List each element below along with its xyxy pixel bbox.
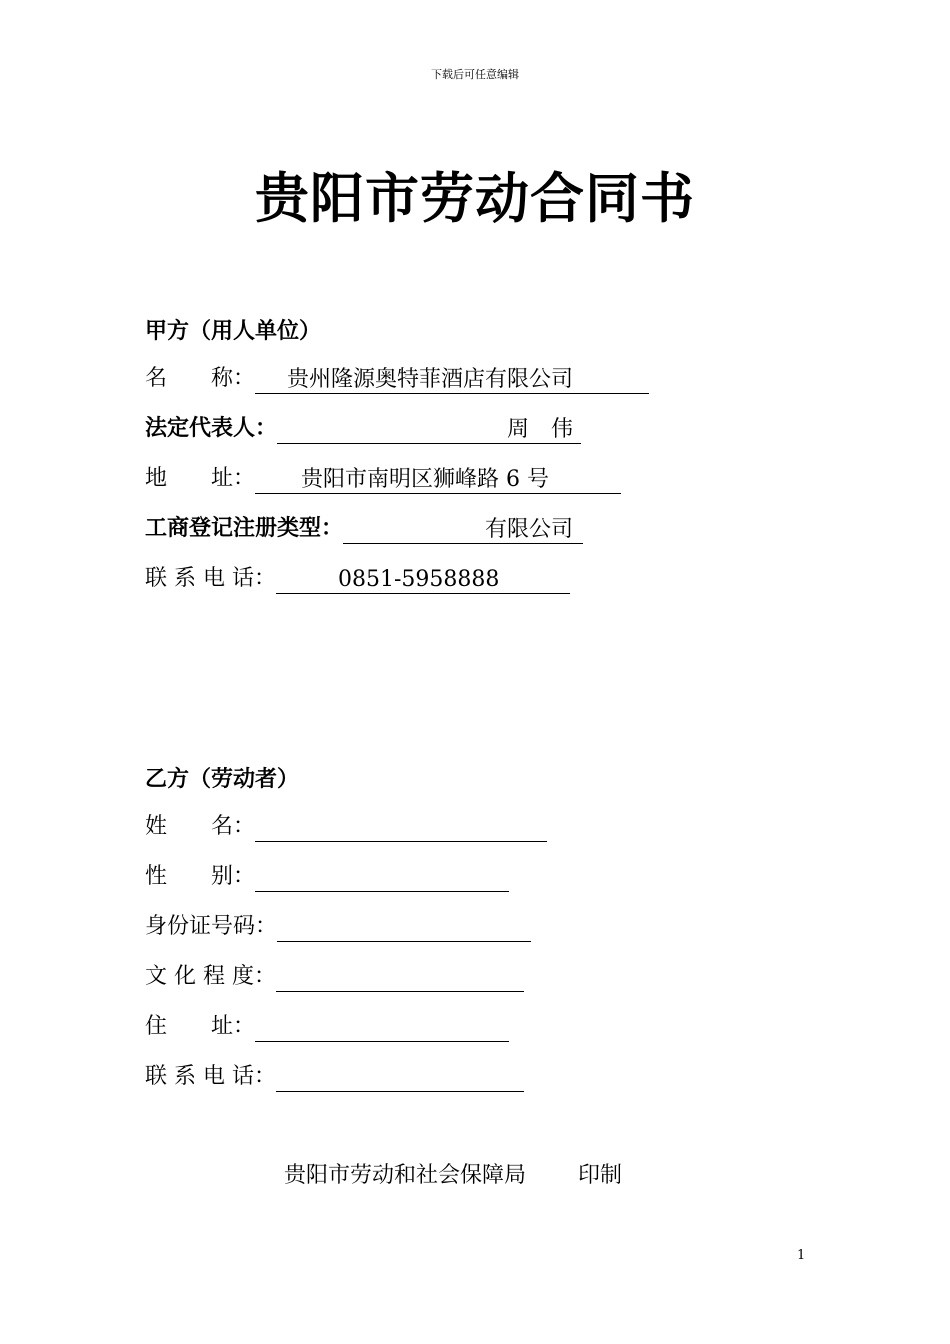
party-b-gender-row <box>145 862 509 892</box>
party-b-education-row <box>145 962 524 992</box>
party-b-gender-label: 性 别： <box>145 864 256 889</box>
party-a-rep-field <box>277 417 581 444</box>
party-a-type-row <box>145 514 583 544</box>
party-b-education-label: 文 化 程 度： <box>145 964 276 989</box>
party-a-heading: 甲方（用人单位） <box>145 319 322 344</box>
party-b-address-label: 住 址： <box>145 1014 256 1039</box>
party-a-phone-field <box>276 567 570 594</box>
party-b-gender-field[interactable] <box>255 865 509 892</box>
party-a-phone-row <box>145 564 570 594</box>
party-a-rep-value: 周 伟 <box>507 417 574 442</box>
party-b-phone-row <box>145 1062 524 1092</box>
party-b-id-label: 身份证号码： <box>145 914 278 939</box>
party-b-id-field[interactable] <box>277 915 531 942</box>
printed-label: 印制 <box>578 1163 623 1188</box>
issuer-line <box>284 1158 622 1189</box>
issuer-name: 贵阳市劳动和社会保障局 <box>284 1163 527 1188</box>
party-a-rep-row <box>145 414 581 444</box>
party-a-address-label: 地 址： <box>145 466 256 491</box>
document-title: 贵阳市劳动合同书 <box>255 167 695 230</box>
party-a-type-value: 有限公司 <box>485 517 574 542</box>
party-a-name-field <box>255 367 649 394</box>
party-a-address-field <box>255 467 621 494</box>
party-a-name-value: 贵州隆源奥特菲酒店有限公司 <box>287 367 574 392</box>
party-a-phone-label: 联 系 电 话： <box>145 566 276 591</box>
party-a-address-row <box>145 464 621 494</box>
party-a-phone-value: 0851-5958888 <box>337 567 500 592</box>
party-b-phone-label: 联 系 电 话： <box>145 1064 276 1089</box>
party-b-name-label: 姓 名： <box>145 814 256 839</box>
party-b-address-row <box>145 1012 509 1042</box>
party-b-address-field[interactable] <box>255 1015 509 1042</box>
party-b-name-field[interactable] <box>255 815 547 842</box>
party-b-id-row <box>145 912 531 942</box>
party-b-heading: 乙方（劳动者） <box>145 767 300 792</box>
page-number: 1 <box>797 1248 806 1263</box>
party-b-name-row <box>145 812 547 842</box>
party-a-name-row <box>145 364 649 394</box>
party-a-type-label: 工商登记注册类型： <box>145 516 344 541</box>
party-a-rep-label: 法定代表人： <box>145 416 278 441</box>
party-b-education-field[interactable] <box>276 965 524 992</box>
party-a-address-value: 贵阳市南明区狮峰路 6 号 <box>301 467 549 492</box>
party-b-phone-field[interactable] <box>276 1065 524 1092</box>
party-a-name-label: 名 称： <box>145 366 256 391</box>
page-header: 下载后可任意编辑 <box>431 68 519 81</box>
party-a-type-field <box>343 517 583 544</box>
